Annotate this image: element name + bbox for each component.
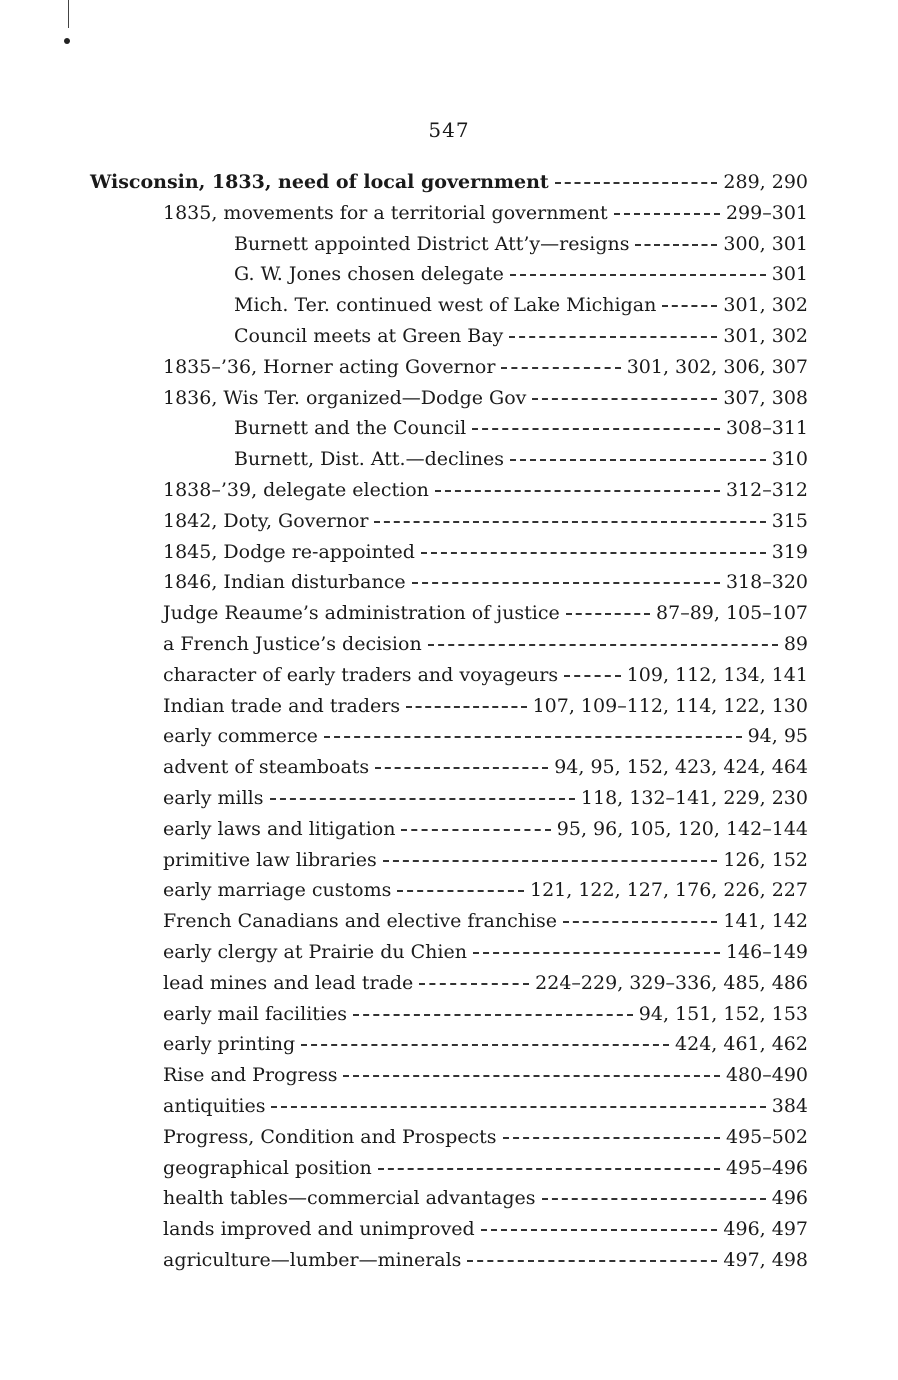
- index-entry: [163, 875, 808, 905]
- entry-text: French Canadians and elective franchise: [163, 910, 558, 933]
- page-references: 301, 302, 306, 307: [626, 355, 808, 378]
- index-entry: [163, 783, 808, 813]
- page-references: 424, 461, 462: [675, 1033, 808, 1056]
- page-references: 384: [771, 1095, 808, 1117]
- page-references: 146–149: [725, 941, 808, 963]
- page-references: 107, 109–112, 114, 122, 130: [532, 694, 808, 717]
- page-references: 312–312: [725, 479, 808, 501]
- entry-text: Burnett, Dist. Att.—declines: [234, 448, 505, 471]
- page-references: 94, 95: [747, 725, 808, 748]
- page-references: 141, 142: [723, 910, 808, 933]
- index-entry: [163, 383, 808, 413]
- page-references: 315: [771, 509, 808, 532]
- dot-leader: [467, 1260, 717, 1262]
- entry-text: early laws and litigation: [163, 817, 396, 840]
- entry-text: Mich. Ter. continued west of Lake Michigan: [234, 294, 657, 317]
- index-entry: [234, 229, 808, 259]
- entry-text: Judge Reaume’s administration of justice: [163, 602, 560, 625]
- entry-text: character of early traders and voyageurs: [163, 663, 559, 686]
- index-entry: [163, 660, 808, 690]
- index-entry: [163, 906, 808, 936]
- dot-leader: [614, 213, 720, 215]
- page-references: 224–229, 329–336, 485, 486: [535, 971, 808, 994]
- page-references: 299–301: [725, 201, 808, 224]
- index-entry: [163, 1153, 808, 1183]
- entry-text: 1842, Doty, Governor: [163, 509, 369, 532]
- index-entry: [163, 629, 808, 659]
- dot-leader: [406, 706, 526, 708]
- index-entry: [163, 1245, 808, 1275]
- page-references: 118, 132–141, 229, 230: [580, 787, 808, 809]
- index-entry: [234, 413, 808, 443]
- page-references: 308–311: [725, 417, 808, 440]
- page-references: 497, 498: [723, 1249, 808, 1271]
- entry-text: G. W. Jones chosen delegate: [234, 263, 504, 286]
- index-entry: [234, 290, 808, 320]
- index-entry: [234, 321, 808, 351]
- entry-text: 1838–’39, delegate election: [163, 479, 429, 501]
- margin-rule: [68, 0, 69, 28]
- index-entry: [163, 506, 808, 536]
- dot-leader: [635, 244, 717, 246]
- index-entry: [163, 475, 808, 505]
- dot-leader: [501, 367, 620, 369]
- entry-text: Rise and Progress: [163, 1064, 338, 1087]
- page-references: 301, 302: [723, 325, 808, 347]
- dot-leader: [428, 644, 778, 646]
- index-entry: [163, 352, 808, 382]
- dot-leader: [542, 1198, 766, 1200]
- dot-leader: [435, 490, 720, 492]
- index-entry: [163, 845, 808, 875]
- entry-text: Progress, Condition and Prospects: [163, 1125, 497, 1148]
- index-entry: [163, 999, 808, 1029]
- page-number: 547: [428, 118, 470, 142]
- entry-text: Burnett appointed District Att’y—resigns: [234, 232, 630, 255]
- page-references: 126, 152: [723, 848, 808, 871]
- page-references: 89: [783, 633, 808, 655]
- index-entry: [163, 937, 808, 967]
- index-entry: [163, 968, 808, 998]
- entry-text: agriculture—lumber—minerals: [163, 1249, 462, 1271]
- dot-leader: [566, 613, 650, 615]
- dot-leader: [563, 921, 717, 923]
- entry-text: early mail facilities: [163, 1002, 347, 1025]
- dot-leader: [383, 860, 718, 862]
- page-references: 94, 151, 152, 153: [638, 1002, 808, 1025]
- dot-leader: [421, 552, 766, 554]
- dot-leader: [555, 182, 718, 184]
- index-entry: [163, 721, 808, 751]
- dot-leader: [397, 890, 524, 892]
- dot-leader: [419, 983, 529, 985]
- page-references: 289, 290: [723, 171, 808, 193]
- dot-leader: [353, 1014, 633, 1016]
- dot-leader: [510, 274, 766, 276]
- entry-text: Burnett and the Council: [234, 417, 467, 440]
- index-entry: [163, 752, 808, 782]
- index-entry: [163, 1122, 808, 1152]
- dot-leader: [481, 1229, 718, 1231]
- page-references: 301: [771, 263, 808, 286]
- index-entry: [234, 259, 808, 289]
- entry-text: 1845, Dodge re-appointed: [163, 540, 415, 563]
- dot-leader: [271, 1106, 765, 1108]
- page-references: 301, 302: [723, 294, 808, 317]
- dot-leader: [412, 582, 720, 584]
- dot-leader: [472, 428, 720, 430]
- dot-leader: [473, 952, 720, 954]
- dot-leader: [503, 1137, 720, 1139]
- index-entry: [163, 1060, 808, 1090]
- index-entry: [163, 1183, 808, 1213]
- entry-text: 1836, Wis Ter. organized—Dodge Gov: [163, 386, 527, 409]
- entry-text: early clergy at Prairie du Chien: [163, 941, 467, 963]
- page-references: 94, 95, 152, 423, 424, 464: [554, 756, 808, 779]
- entry-text: advent of steamboats: [163, 756, 370, 779]
- entry-text: primitive law libraries: [163, 848, 377, 871]
- margin-dot: [64, 38, 70, 44]
- index-entry: [90, 167, 808, 197]
- index-entry: [163, 537, 808, 567]
- page-references: 496, 497: [723, 1218, 808, 1241]
- index-entry: [163, 1214, 808, 1244]
- entry-text: early marriage customs: [163, 879, 392, 902]
- index-entry: [234, 444, 808, 474]
- index-entry: [163, 1091, 808, 1121]
- entry-text: a French Justice’s decision: [163, 633, 422, 655]
- entry-text: early commerce: [163, 725, 318, 748]
- dot-leader: [532, 398, 717, 400]
- entry-text: Council meets at Green Bay: [234, 325, 504, 347]
- entry-text: lead mines and lead trade: [163, 971, 414, 994]
- index-entry: [163, 198, 808, 228]
- index-entry: [163, 691, 808, 721]
- entry-text: Wisconsin, 1833, need of local government: [90, 171, 549, 193]
- dot-leader: [375, 767, 548, 769]
- page-references: 495–496: [725, 1156, 808, 1179]
- index-entry: [163, 1029, 808, 1059]
- page-references: 121, 122, 127, 176, 226, 227: [530, 879, 808, 902]
- index-entry: [163, 598, 808, 628]
- entry-text: 1835, movements for a territorial government: [163, 201, 608, 224]
- page-references: 495–502: [725, 1125, 808, 1148]
- dot-leader: [510, 459, 766, 461]
- entry-text: geographical position: [163, 1156, 372, 1179]
- dot-leader: [301, 1044, 669, 1046]
- page-references: 95, 96, 105, 120, 142–144: [556, 817, 808, 840]
- page-references: 300, 301: [723, 232, 808, 255]
- page-references: 307, 308: [723, 386, 808, 409]
- dot-leader: [374, 521, 765, 523]
- page-references: 480–490: [725, 1064, 808, 1087]
- dot-leader: [324, 736, 742, 738]
- dot-leader: [401, 829, 550, 831]
- page-references: 496: [771, 1187, 808, 1210]
- page-references: 87–89, 105–107: [656, 602, 808, 625]
- index-entry: [163, 567, 808, 597]
- page-references: 318–320: [725, 571, 808, 594]
- dot-leader: [509, 336, 717, 338]
- entry-text: antiquities: [163, 1095, 266, 1117]
- dot-leader: [343, 1075, 719, 1077]
- entry-text: early printing: [163, 1033, 296, 1056]
- index-entry: [163, 814, 808, 844]
- entry-text: 1835–’36, Horner acting Governor: [163, 355, 496, 378]
- entry-text: Indian trade and traders: [163, 694, 401, 717]
- dot-leader: [378, 1168, 720, 1170]
- entry-text: 1846, Indian disturbance: [163, 571, 406, 594]
- page-references: 109, 112, 134, 141: [626, 663, 808, 686]
- dot-leader: [564, 675, 621, 677]
- entry-text: health tables—commercial advantages: [163, 1187, 536, 1210]
- dot-leader: [270, 798, 575, 800]
- entry-text: lands improved and unimproved: [163, 1218, 475, 1241]
- dot-leader: [662, 305, 717, 307]
- page-references: 319: [771, 540, 808, 563]
- entry-text: early mills: [163, 787, 264, 809]
- page-references: 310: [771, 448, 808, 471]
